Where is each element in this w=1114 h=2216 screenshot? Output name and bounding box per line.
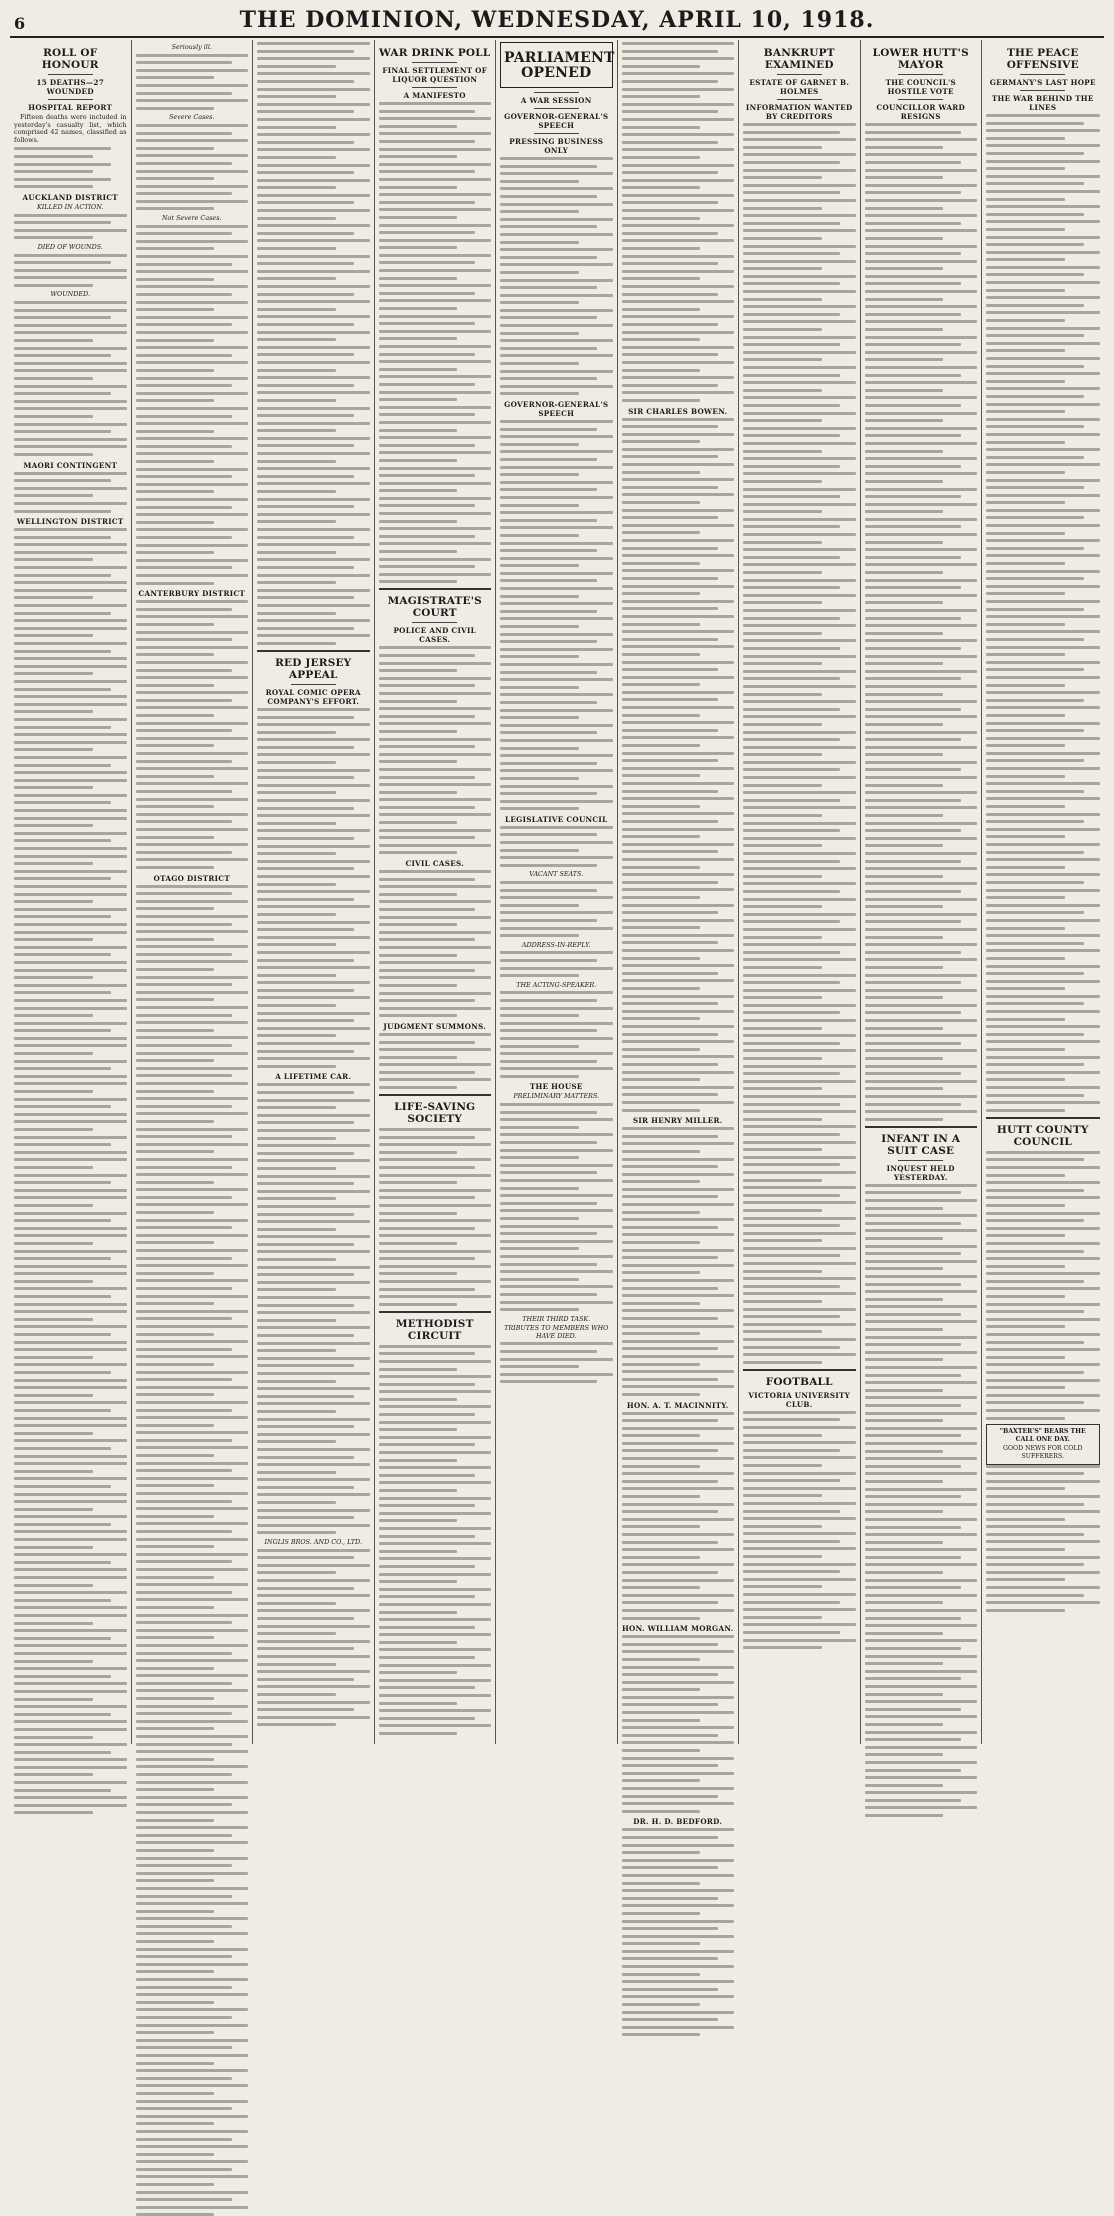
column-5 <box>496 40 618 1744</box>
seriously-ill-label: Seriously ill. <box>171 43 212 51</box>
life-saving-heading: LIFE-SAVING SOCIETY <box>394 1101 476 1126</box>
morgan-subheading: HON. WILLIAM MORGAN. <box>621 1624 734 1634</box>
magistrates-court-heading: MAGISTRATE'S COURT <box>387 595 482 620</box>
columns <box>10 40 1104 1827</box>
victoria-university-subheading: VICTORIA UNIVERSITY CLUB. <box>748 1390 851 1409</box>
bankrupt-examined-heading: BANKRUPT EXAMINED <box>763 47 835 71</box>
roll-of-honour-heading: ROLL OF HONOUR <box>41 47 99 71</box>
judgment-summons-subheading: JUDGMENT SUMMONS. <box>383 1021 487 1031</box>
column-8 <box>861 40 983 1744</box>
deaths-wounded-subheading: 15 DEATHS—27 WOUNDED <box>36 78 105 96</box>
hutt-county-council-heading: HUTT COUNTY COUNCIL <box>996 1123 1089 1148</box>
comic-opera-subheading: ROYAL COMIC OPERA COMPANY'S EFFORT. <box>265 687 361 706</box>
the-house-subheading: THE HOUSE <box>529 1082 583 1092</box>
speech-subheading: GOVERNOR-GENERAL'S SPEECH <box>504 400 609 418</box>
bedford-subheading: DR. H. D. BEDFORD. <box>633 1817 723 1827</box>
masthead <box>10 8 1104 38</box>
third-task-label: THEIR THIRD TASK. <box>522 1314 591 1323</box>
column-1 <box>10 40 132 1744</box>
pressing-business-subheading: PRESSING BUSINESS ONLY <box>509 137 604 155</box>
address-in-reply-label: ADDRESS-IN-REPLY. <box>521 940 591 949</box>
methodist-circuit-heading: METHODIST CIRCUIT <box>395 1317 474 1342</box>
newspaper-title: THE DOMINION, WEDNESDAY, APRIL 10, 1918. <box>239 7 875 33</box>
charles-bowen-subheading: SIR CHARLES BOWEN. <box>628 406 728 416</box>
football-heading: FOOTBALL <box>765 1375 833 1388</box>
liquor-question-subheading: FINAL SETTLEMENT OF LIQUOR QUESTION <box>382 66 488 84</box>
inquest-subheading: INQUEST HELD YESTERDAY. <box>886 1163 955 1182</box>
war-drink-poll-heading: WAR DRINK POLL <box>379 47 491 59</box>
infant-suit-case-heading: INFANT IN A SUIT CASE <box>881 1132 961 1157</box>
war-session-subheading: A WAR SESSION <box>520 96 592 105</box>
column-4 <box>375 40 497 1744</box>
acting-speaker-label: THE ACTING-SPEAKER. <box>516 980 597 989</box>
police-civil-subheading: POLICE AND CIVIL CASES. <box>393 626 477 645</box>
column-2 <box>132 40 254 1744</box>
auckland-district-heading: AUCKLAND DISTRICT <box>22 192 118 202</box>
column-3 <box>253 40 375 1744</box>
severe-cases-label: Severe Cases. <box>169 113 215 122</box>
creditors-subheading: INFORMATION WANTED BY CREDITORS <box>745 103 853 121</box>
baxters-advert-sub: GOOD NEWS FOR COLD SUFFERERS. <box>1003 1445 1083 1460</box>
parliament-headline-box <box>500 42 613 88</box>
macinnity-subheading: HON. A. T. MACINNITY. <box>626 1400 729 1410</box>
hospital-report-subheading: HOSPITAL REPORT <box>28 103 113 112</box>
casualty-table <box>14 147 127 188</box>
peace-offensive-heading: THE PEACE OFFENSIVE <box>1006 47 1079 71</box>
not-severe-cases-label: Not Severe Cases. <box>161 214 222 223</box>
baxters-advert <box>986 1424 1100 1464</box>
governor-general-subheading: GOVERNOR-GENERAL'S SPEECH <box>504 112 609 130</box>
wellington-district-heading: WELLINGTON DISTRICT <box>16 517 124 527</box>
tributes-label: TRIBUTES TO MEMBERS WHO HAVE DIED. <box>504 1324 609 1340</box>
holmes-estate-subheading: ESTATE OF GARNET B. HOLMES <box>749 78 850 96</box>
column-6 <box>618 40 740 1827</box>
hostile-vote-subheading: THE COUNCIL'S HOSTILE VOTE <box>885 78 956 96</box>
canterbury-district-heading: CANTERBURY DISTRICT <box>138 589 246 599</box>
war-behind-lines-subheading: THE WAR BEHIND THE LINES <box>991 94 1094 112</box>
henry-miller-subheading: SIR HENRY MILLER. <box>632 1116 723 1126</box>
page-number: 6 <box>14 14 26 33</box>
councillor-ward-subheading: COUNCILLOR WARD RESIGNS <box>876 103 966 121</box>
column-7 <box>739 40 861 1744</box>
maori-contingent-heading: MAORI CONTINGENT <box>23 460 118 470</box>
inglis-advert: INGLIS BROS. AND CO., LTD. <box>264 1538 362 1547</box>
baxters-advert-heading: "BAXTER'S" BEARS THE CALL ONE DAY. <box>999 1428 1086 1443</box>
lower-hutt-mayor-heading: LOWER HUTT'S MAYOR <box>872 47 969 71</box>
otago-district-heading: OTAGO DISTRICT <box>153 873 230 883</box>
civil-cases-subheading: CIVIL CASES. <box>405 859 465 869</box>
parliament-opened-heading: PARLIAMENT OPENED <box>504 50 615 81</box>
intro-paragraph: Fifteen deaths were included in yesterday's casualty list, which comprised 42 names, classified as follows. <box>14 113 127 144</box>
column-9 <box>982 40 1104 1744</box>
preliminary-matters-label: PRELIMINARY MATTERS. <box>513 1092 600 1101</box>
red-jersey-heading: RED JERSEY APPEAL <box>275 656 352 681</box>
manifesto-subheading: A MANIFESTO <box>403 91 466 100</box>
germany-last-hope-subheading: GERMANY'S LAST HOPE <box>989 78 1096 87</box>
vacant-seats-label: VACANT SEATS. <box>529 870 584 879</box>
lifetime-car-subheading: A LIFETIME CAR. <box>275 1072 352 1082</box>
killed-in-action-label: KILLED IN ACTION. <box>37 202 104 211</box>
wounded-label: WOUNDED. <box>50 290 90 299</box>
legislative-council-subheading: LEGISLATIVE COUNCIL <box>505 814 608 824</box>
died-of-wounds-label: DIED OF WOUNDS. <box>37 242 103 251</box>
